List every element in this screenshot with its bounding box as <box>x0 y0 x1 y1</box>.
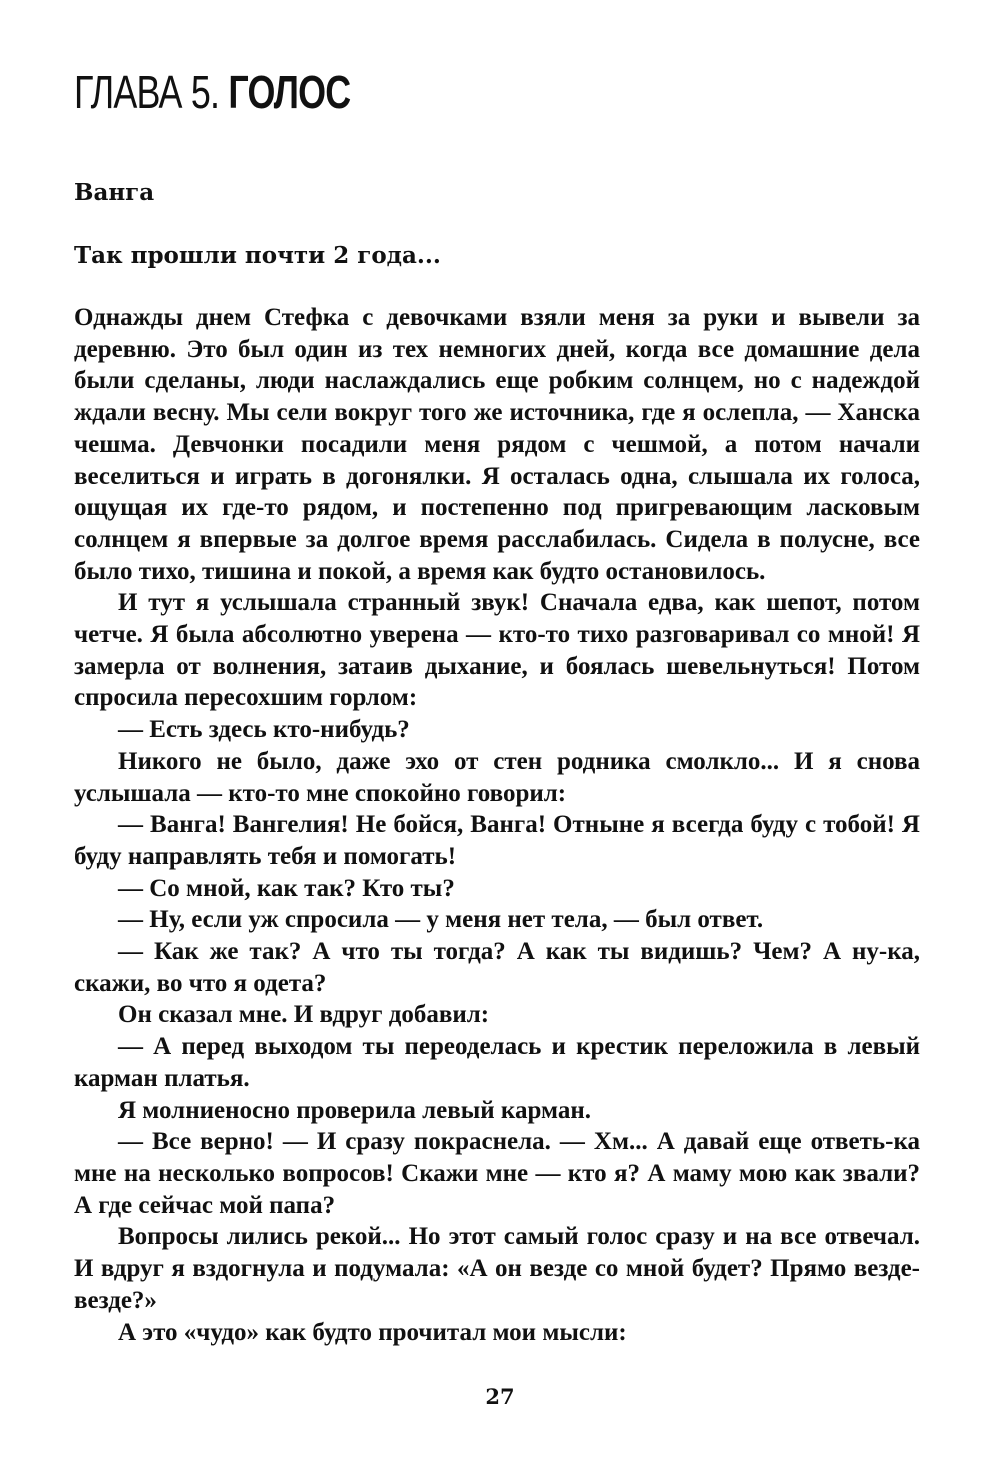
dialog-line: — Есть здесь кто-нибудь? <box>118 716 410 744</box>
dialog-line: — А перед выходом ты переоделась и крестик переложила в левый карман платья. <box>74 1033 920 1092</box>
dialog-line: — Как же так? А что ты тогда? А как ты видишь? Чем? А ну-ка, скажи, во что я одета? <box>74 938 920 997</box>
chapter-number: ГЛАВА 5. <box>74 66 220 118</box>
page-number: 27 <box>485 1384 515 1409</box>
dialog-line: — Со мной, как так? Кто ты? <box>118 874 455 902</box>
section-subtitle: Так прошли почти 2 года... <box>74 242 441 269</box>
paragraph: И тут я услышала странный звук! Сначала едва, как шепот, потом четче. Я была абсолютно уверена — кто-то тихо разговаривал со мной! Я замерла от волнения, затаив дыхание, и боялась шевельнуться! Потом спросила пересохшим горлом: <box>74 589 920 712</box>
dialog-line: — Ванга! Вангелия! Не бойся, Ванга! Отныне я всегда буду с тобой! Я буду направлять тебя и помогать! <box>74 811 920 870</box>
paragraph: А это «чудо» как будто прочитал мои мысли: <box>118 1318 627 1346</box>
dialog-line: — Все верно! — И сразу покраснела. — Хм... А давай еще ответь-ка мне на несколько вопросов! Скажи мне — кто я? А маму мою как звали? А где сейчас мой папа? <box>74 1128 920 1219</box>
paragraph: Никого не было, даже эхо от стен родника смолкло... И я снова услышала — кто-то мне спокойно говорил: <box>74 747 920 807</box>
chapter-name: ГОЛОС <box>228 66 351 118</box>
paragraph: Он сказал мне. И вдруг добавил: <box>118 1001 490 1029</box>
paragraph: Я молниеносно проверила левый карман. <box>118 1096 591 1124</box>
dialog-line: — Ну, если уж спросила — у меня нет тела, — был ответ. <box>118 906 764 934</box>
section-heading: Ванга <box>74 179 155 206</box>
paragraph: Однажды днем Стефка с девочками взяли меня за руки и вывели за деревню. Это был один из тех немногих дней, когда все домашние дела были сделаны, люди наслаждались еще робким солнцем, но с надеждой ждали весну. Мы сели вокруг того же источника, где я ослепла, — Ханска чешма. Девчонки посадили меня рядом с чешмой, а потом начали веселиться и играть в догонялки. Я осталась одна, слышала их голоса, ощущая их где-то рядом, и постепенно под пригревающим ласковым солнцем я впервые за долгое время расслабилась. Сидела в полусне, все было тихо, тишина и покой, а время как будто остановилось. <box>74 304 920 585</box>
paragraph: Вопросы лились рекой... Но этот самый голос сразу и на все отвечал. И вдруг я вздогнула и подумала: «А он везде со мной будет? Прямо везде-везде?» <box>74 1223 920 1314</box>
body-text <box>74 302 920 1348</box>
chapter-title <box>74 62 350 122</box>
